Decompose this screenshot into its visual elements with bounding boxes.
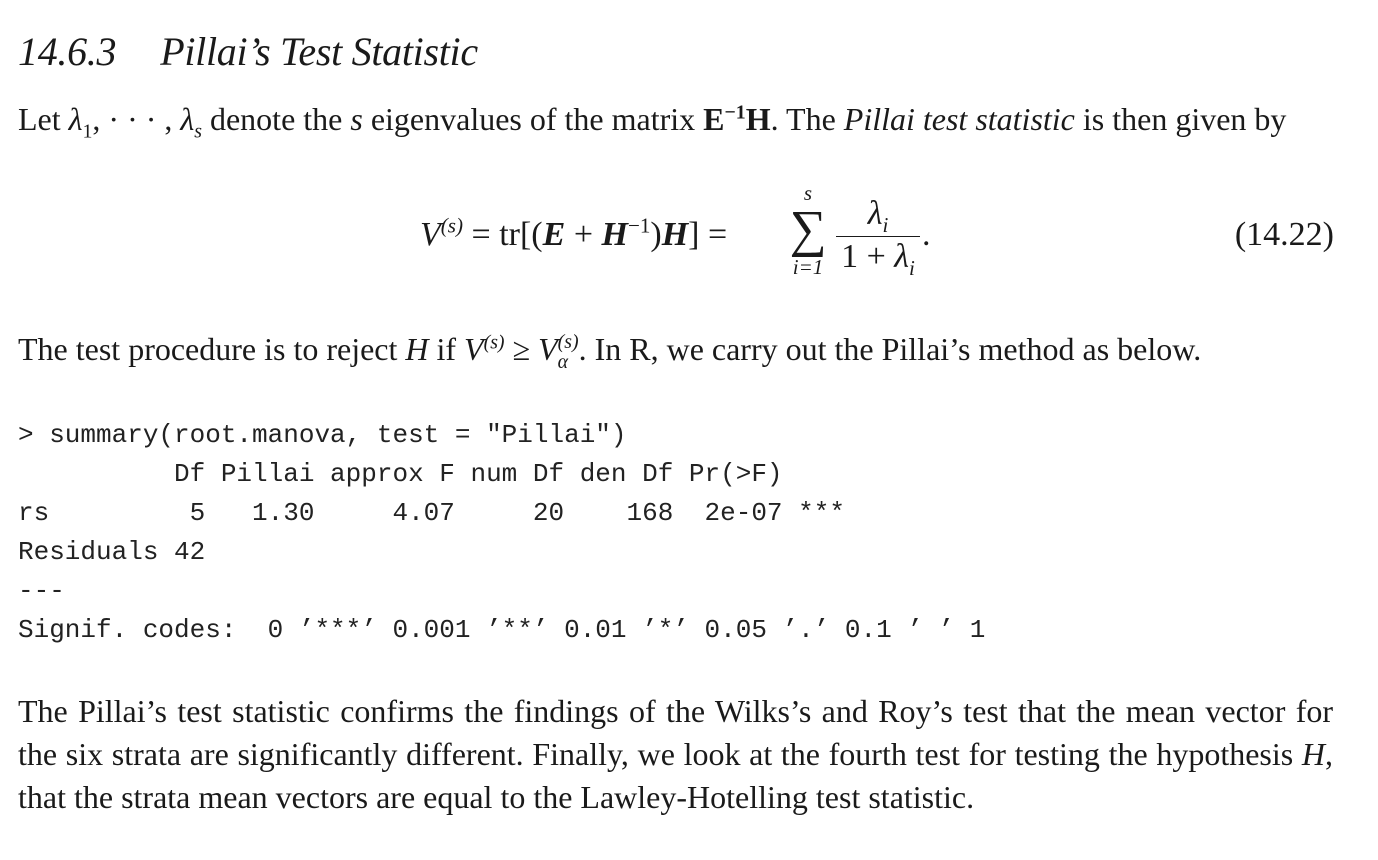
hypothesis-h: H (1301, 736, 1325, 772)
intro-paragraph (18, 98, 1333, 141)
sum-lower-limit: i=1 (792, 255, 824, 279)
superscript: −1 (724, 101, 746, 124)
var-v: V (538, 331, 558, 367)
lambda-symbol: λ (894, 238, 910, 275)
text-run: The Pillai’s test statistic confirms the findings of the Wilks’s and Roy’s test that the mean vector for the six strata are significantly different. Finally, we look at the fourth test for testing the hypothesis (18, 693, 1333, 772)
var-v: V (464, 331, 484, 367)
subscript: 1 (82, 120, 93, 143)
text-run: = tr[( (463, 216, 543, 253)
superscript: −1 (627, 213, 651, 238)
text-run: eigenvalues of the matrix (362, 101, 704, 137)
equation-number: (14.22) (1234, 216, 1334, 253)
hypothesis-h: H (405, 331, 429, 367)
text-run: Let (18, 101, 69, 137)
text-run: if (428, 331, 465, 367)
sum-upper-limit: s (803, 181, 813, 205)
matrix-h: H (661, 216, 689, 253)
text-run: . The (770, 101, 844, 137)
denominator (836, 237, 920, 280)
lambda-symbol: λ (68, 101, 83, 137)
matrix-h: H (601, 216, 628, 253)
script-stack (557, 330, 579, 373)
sigma-symbol: ∑ (789, 201, 827, 258)
text-run: , that the strata mean vectors are equal to the Lawley-Hotelling test statistic. (18, 736, 1333, 815)
matrix-e: E (703, 101, 725, 137)
equation-14-22 (420, 182, 1334, 292)
fraction (836, 194, 920, 280)
ellipsis: , · · · , (92, 101, 181, 137)
superscript: (s) (483, 331, 505, 354)
section-heading (18, 28, 478, 75)
numerator (836, 194, 920, 237)
section-title: Pillai’s Test Statistic (160, 29, 478, 74)
matrix-e: E (542, 216, 566, 253)
text-run: ) (650, 216, 662, 253)
subscript: i (882, 212, 889, 237)
subscript-alpha: α (557, 350, 569, 373)
summation (782, 182, 834, 278)
text-run: denote the (201, 101, 351, 137)
subscript: i (909, 255, 915, 280)
var-v: V (420, 216, 441, 253)
matrix-h: H (745, 101, 771, 137)
conclusion-paragraph (18, 690, 1333, 819)
r-code-output: > summary(root.manova, test = "Pillai") Df Pillai approx F num Df den Df Pr(>F) rs 5 1.30 4.07 20 168 2e-07 *** Residuals 42 --- Signif. codes: 0 ’***’ 0.001 ’**’ 0.01 ’*’ 0.05 ’.’ 0.1 ’ ’ 1 (18, 420, 986, 645)
variable-s: s (350, 101, 363, 137)
plus-sign: + (565, 216, 602, 253)
text-run: 1 + (841, 238, 895, 275)
lambda-symbol: λ (180, 101, 195, 137)
procedure-paragraph (18, 328, 1333, 373)
text-run: ] = (688, 216, 728, 253)
geq-sign: ≥ (504, 331, 539, 367)
superscript: (s) (440, 213, 464, 238)
text-run: . In R, we carry out the Pillai’s method as below. (578, 331, 1202, 367)
text-run: is then given by (1074, 101, 1287, 137)
superscript: (s) (557, 330, 579, 353)
text-run: The test procedure is to reject (18, 331, 406, 367)
equation-lhs (420, 213, 728, 254)
subscript: s (194, 120, 202, 143)
section-number: 14.6.3 (18, 29, 117, 74)
defined-term: Pillai test statistic (843, 101, 1075, 137)
lambda-symbol: λ (867, 195, 883, 232)
equation-period: . (922, 216, 931, 253)
